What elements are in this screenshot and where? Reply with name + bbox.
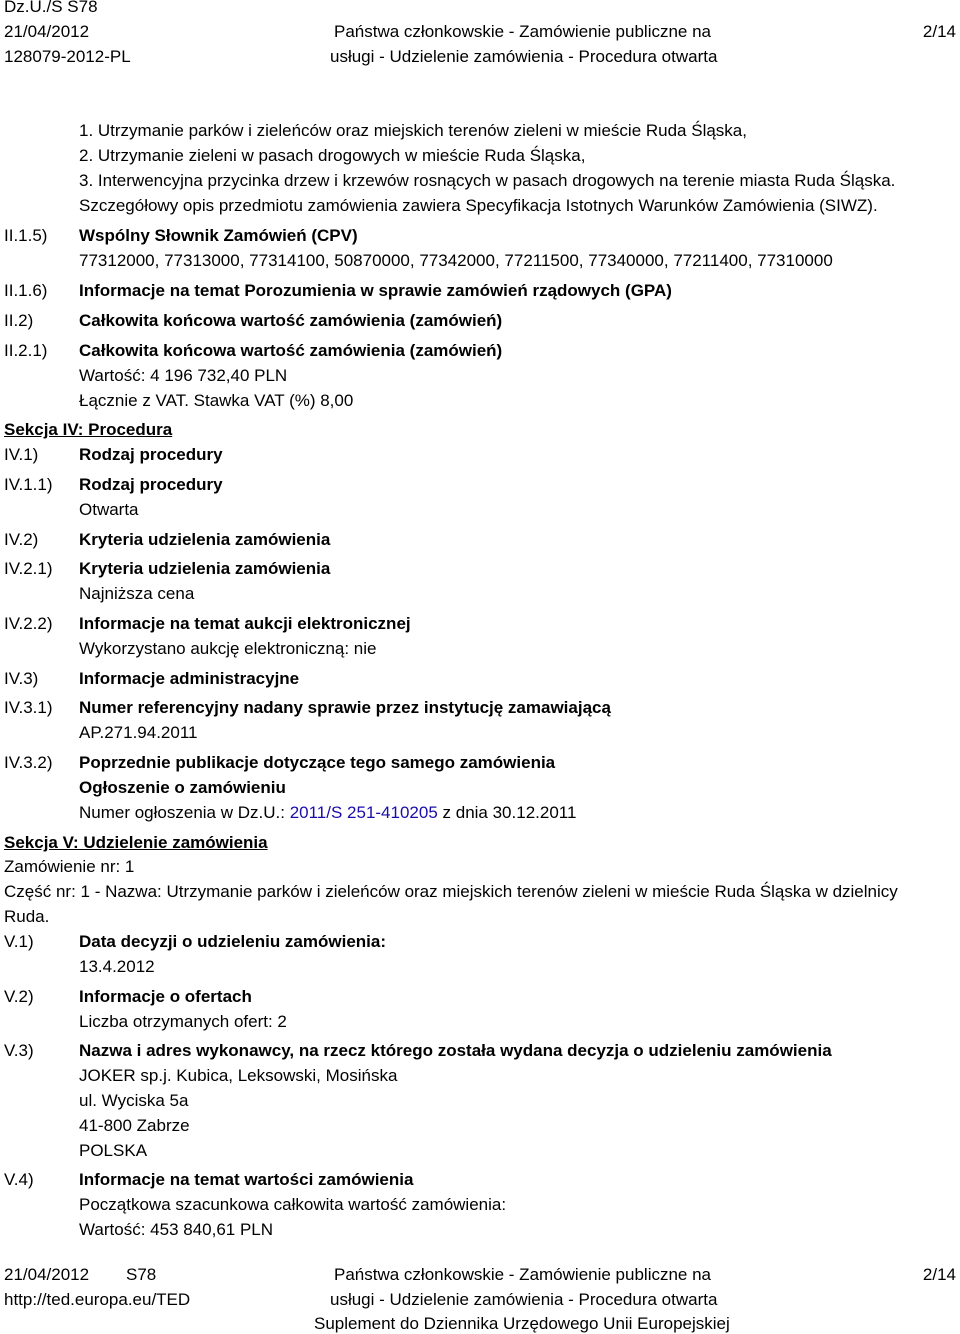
vat-info: Łącznie z VAT. Stawka VAT (%) 8,00 — [79, 391, 354, 410]
value-line: Początkowa szacunkowa całkowita wartość zamówienia: — [79, 1195, 507, 1214]
pub-prefix: Numer ogłoszenia w Dz.U.: — [79, 803, 290, 822]
offers-count: Liczba otrzymanych ofert: 2 — [79, 1012, 287, 1031]
header-date: 21/04/2012 — [4, 22, 90, 41]
item-label: Wspólny Słownik Zamówień (CPV) — [79, 226, 358, 245]
item-label: Poprzednie publikacje dotyczące tego samego zamówienia — [79, 753, 556, 772]
item-label: Informacje o ofertach — [79, 987, 252, 1006]
description-line: 2. Utrzymanie zieleni w pasach drogowych w mieście Ruda Śląska, — [79, 146, 586, 165]
footer-page-number: 2/14 — [922, 1265, 956, 1284]
item-label: Kryteria udzielenia zamówienia — [79, 559, 331, 578]
item-number: V.3) — [4, 1041, 34, 1060]
header-page-number: 2/14 — [922, 22, 956, 41]
footer-title-line1: Państwa członkowskie - Zamówienie publiczne na — [334, 1265, 712, 1284]
item-label: Informacje na temat Porozumienia w sprawie zamówień rządowych (GPA) — [79, 281, 672, 300]
lot-line: Ruda. — [4, 907, 50, 926]
contractor-line: 41-800 Zabrze — [79, 1116, 190, 1135]
total-value: Wartość: 4 196 732,40 PLN — [79, 366, 288, 385]
item-value: Otwarta — [79, 500, 139, 519]
item-number: II.1.6) — [4, 281, 48, 300]
lot-line: Część nr: 1 - Nazwa: Utrzymanie parków i zieleńców oraz miejskich terenów zieleni w mieście Ruda Śląska w dzielnicy — [4, 882, 898, 901]
contractor-line: JOKER sp.j. Kubica, Leksowski, Mosińska — [79, 1066, 398, 1085]
item-number: II.1.5) — [4, 226, 48, 245]
decision-date: 13.4.2012 — [79, 957, 155, 976]
description-line: 3. Interwencyjna przycinka drzew i krzewów rosnących w pasach drogowych na terenie miasta Ruda Śląska. — [79, 171, 896, 190]
value-line: Wartość: 453 840,61 PLN — [79, 1220, 274, 1239]
journal-ref: Dz.U./S S78 — [4, 0, 98, 16]
contractor-line: POLSKA — [79, 1141, 148, 1160]
item-label: Rodzaj procedury — [79, 475, 223, 494]
item-sublabel: Ogłoszenie o zamówieniu — [79, 778, 286, 797]
header-title-line2: usługi - Udzielenie zamówienia - Procedura otwarta — [330, 47, 718, 66]
item-number: IV.2.1) — [4, 559, 53, 578]
section-heading: Sekcja V: Udzielenie zamówienia — [4, 833, 268, 852]
item-value: Najniższa cena — [79, 584, 195, 603]
item-label: Całkowita końcowa wartość zamówienia (zamówień) — [79, 311, 503, 330]
footer-url-link[interactable]: http://ted.europa.eu/TED — [4, 1290, 191, 1309]
footer-title-line3: Suplement do Dziennika Urzędowego Unii Europejskiej — [314, 1314, 730, 1333]
item-label: Numer referencyjny nadany sprawie przez instytucję zamawiającą — [79, 698, 611, 717]
item-number: V.2) — [4, 987, 34, 1006]
cpv-codes: 77312000, 77313000, 77314100, 50870000, 77342000, 77211500, 77340000, 77211400, 77310000 — [79, 251, 833, 270]
item-value: Wykorzystano aukcję elektroniczną: nie — [79, 639, 377, 658]
item-number: II.2.1) — [4, 341, 48, 360]
item-number: V.4) — [4, 1170, 34, 1189]
previous-publication — [79, 803, 576, 823]
item-number: IV.1.1) — [4, 475, 53, 494]
item-label: Całkowita końcowa wartość zamówienia (zamówień) — [79, 341, 503, 360]
item-label: Informacje na temat aukcji elektronicznej — [79, 614, 411, 633]
item-number: IV.3.2) — [4, 753, 53, 772]
contract-number: Zamówienie nr: 1 — [4, 857, 135, 876]
item-number: IV.3) — [4, 669, 39, 688]
item-number: V.1) — [4, 932, 34, 951]
item-number: IV.1) — [4, 445, 39, 464]
footer-date: 21/04/2012 — [4, 1265, 90, 1284]
contractor-line: ul. Wyciska 5a — [79, 1091, 189, 1110]
item-label: Nazwa i adres wykonawcy, na rzecz którego została wydana decyzja o udzieleniu zamówienia — [79, 1041, 832, 1060]
item-label: Informacje administracyjne — [79, 669, 300, 688]
item-number: II.2) — [4, 311, 34, 330]
pub-suffix: z dnia 30.12.2011 — [437, 803, 577, 822]
section-heading: Sekcja IV: Procedura — [4, 420, 173, 439]
description-line: Szczegółowy opis przedmiotu zamówienia zawiera Specyfikacja Istotnych Warunków Zamówienia (SIWZ). — [79, 196, 878, 215]
notice-id: 128079-2012-PL — [4, 47, 131, 66]
item-number: IV.3.1) — [4, 698, 53, 717]
item-label: Kryteria udzielenia zamówienia — [79, 530, 331, 549]
footer-title-line2: usługi - Udzielenie zamówienia - Procedura otwarta — [330, 1290, 718, 1309]
item-label: Data decyzji o udzieleniu zamówienia: — [79, 932, 387, 951]
item-label: Rodzaj procedury — [79, 445, 223, 464]
description-line: 1. Utrzymanie parków i zieleńców oraz miejskich terenów zieleni w mieście Ruda Śląska, — [79, 121, 747, 140]
item-number: IV.2) — [4, 530, 39, 549]
item-number: IV.2.2) — [4, 614, 53, 633]
item-label: Informacje na temat wartości zamówienia — [79, 1170, 414, 1189]
footer-series: S78 — [126, 1265, 157, 1284]
publication-link[interactable]: 2011/S 251-410205 — [289, 803, 438, 822]
item-value: AP.271.94.2011 — [79, 723, 198, 742]
header-title-line1: Państwa członkowskie - Zamówienie publiczne na — [334, 22, 712, 41]
